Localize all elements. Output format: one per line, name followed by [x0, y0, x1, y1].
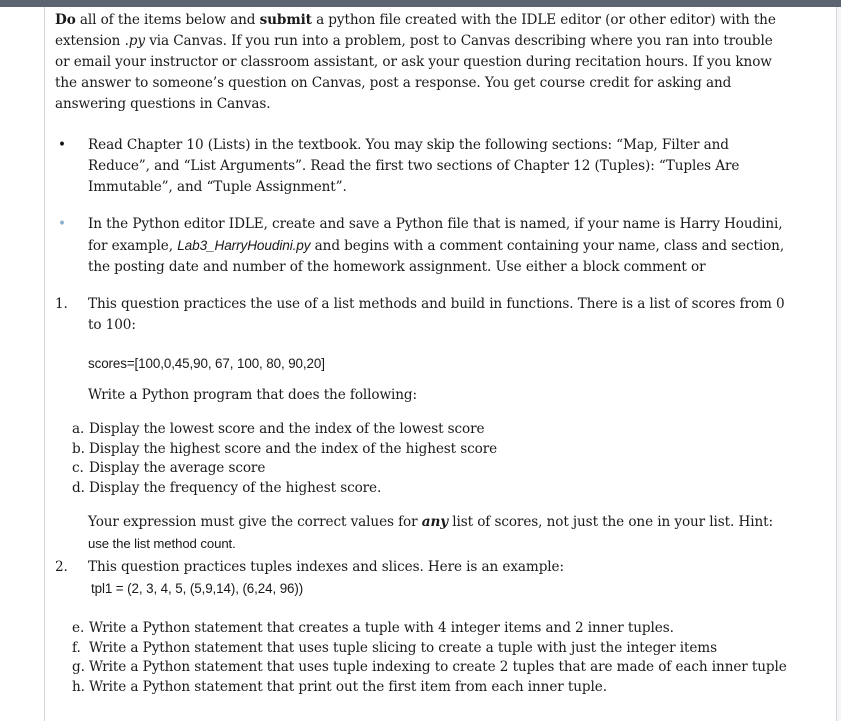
intro-part1: all of the items below and [75, 12, 260, 28]
intro-part2: a python file created with the IDLE editor (or other editor) with the extension [55, 12, 776, 49]
bullet-item-reading [55, 135, 790, 198]
bullet-filename: Lab3_HarryHoudini.py [177, 238, 311, 253]
list-item-label: h. [72, 678, 85, 695]
question-1-subitems [72, 420, 790, 498]
note-text-c: use the list method count. [88, 536, 236, 551]
list-item [72, 678, 790, 698]
question-1 [55, 294, 790, 555]
list-item-label: b. [72, 440, 85, 457]
list-item-label: a. [72, 421, 85, 437]
list-item-text: Write a Python statement that print out the first item from each inner tuple. [89, 678, 607, 695]
question-2-code: tpl1 = (2, 3, 4, 5, (5,9,14), (6,24, 96)) [91, 581, 304, 596]
list-item [72, 459, 790, 479]
intro-ext: .py [124, 33, 145, 49]
intro-do: Do [55, 12, 76, 28]
intro-part3: via Canvas. If you run into a problem, post to Canvas describing where you ran into trouble or email your instructor or classroom assistant, or ask your question during recitation hours. If you know the answer to someone’s question on Canvas, post a response. You get course credit for asking and answering questions in Canvas. [55, 33, 773, 112]
question-2-text: This question practices tuples indexes and slices. Here is an example: [88, 559, 564, 575]
question-1-text: This question practices the use of a list methods and build in functions. There is a list of scores from 0 to 100: [88, 296, 785, 333]
note-text-a: Your expression must give the correct values for [88, 514, 422, 530]
question-1-code: scores=[100,0,45,90, 67, 100, 80, 90,20] [88, 356, 325, 371]
bullet-marker: • [58, 216, 66, 232]
list-item [72, 479, 790, 499]
bullet-text-a: In the Python editor IDLE, create and save a Python file that is named, if your name is Harry Houdini, for example, [88, 216, 783, 254]
bullet-marker: • [58, 137, 66, 153]
question-1-number: 1. [55, 296, 68, 312]
question-2-number: 2. [55, 559, 68, 575]
note-text-b: list of scores, not just the one in your list. Hint: [448, 514, 773, 530]
list-item-label: c. [72, 460, 84, 476]
document-page [55, 10, 790, 697]
intro-submit: submit [259, 12, 312, 28]
list-item-label: f. [72, 639, 81, 656]
question-1-note [88, 511, 790, 555]
question-1-prompt: Write a Python program that does the following: [88, 387, 417, 403]
list-item-text: Display the highest score and the index of the highest score [89, 440, 498, 457]
list-item-text: Write a Python statement that uses tuple indexing to create 2 tuples that are made of each inner tuple [89, 659, 787, 675]
list-item [72, 619, 790, 639]
page-left-border [44, 7, 45, 721]
right-gutter [837, 7, 841, 721]
note-any: any [421, 514, 449, 530]
list-item [72, 639, 790, 659]
bullet-text: Read Chapter 10 (Lists) in the textbook. You may skip the following sections: “Map, Filter and Reduce”, and “List Arguments”. Read the first two sections of Chapter 12 (Tuples): “Tuples Are Immutable”, and “Tuple Assignment”. [88, 137, 740, 195]
list-item-label: g. [72, 659, 85, 675]
list-item [72, 658, 790, 678]
bullet-text-b: and begins with a comment containing your name, class and section, the posting date and number of the homework assignment. Use either a block comment or [88, 238, 785, 275]
list-item-label: d. [72, 479, 85, 496]
list-item-text: Display the lowest score and the index of the lowest score [89, 421, 485, 437]
question-2-subitems [72, 619, 790, 697]
list-item-text: Write a Python statement that creates a tuple with 4 integer items and 2 inner tuples. [89, 620, 674, 636]
list-item-text: Display the frequency of the highest score. [89, 479, 382, 496]
bullet-item-idle [55, 214, 790, 278]
list-item [72, 440, 790, 460]
top-bar [0, 0, 841, 7]
intro-paragraph [55, 10, 790, 115]
list-item-text: Display the average score [89, 460, 266, 476]
question-2 [55, 557, 790, 697]
list-item-text: Write a Python statement that uses tuple slicing to create a tuple with just the integer items [89, 639, 717, 656]
list-item-label: e. [72, 620, 85, 636]
list-item [72, 420, 790, 440]
